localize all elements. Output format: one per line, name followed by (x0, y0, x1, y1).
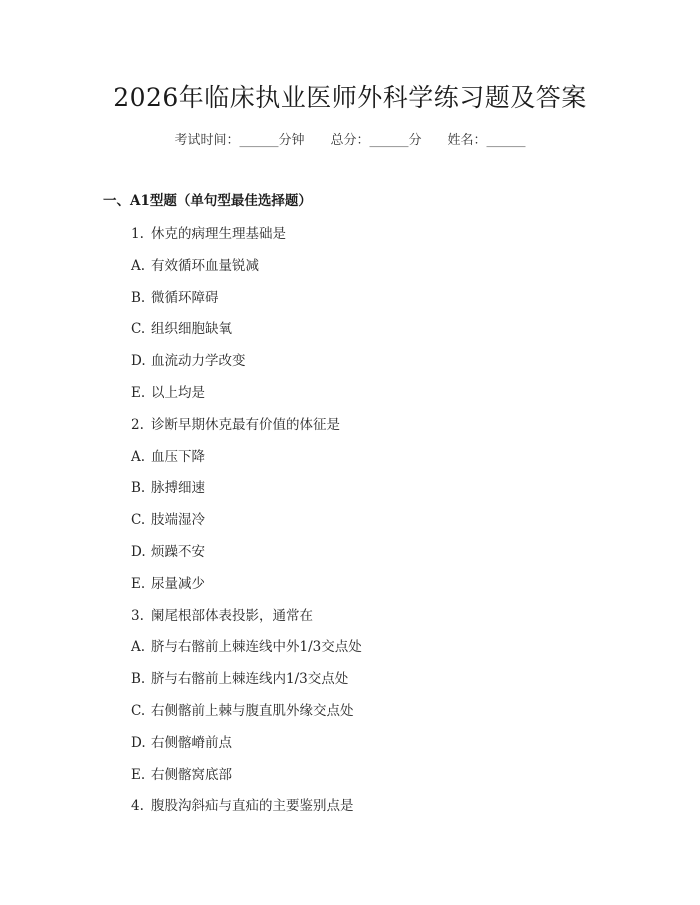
answer-option (131, 574, 651, 606)
option-text: 肢端湿冷 (151, 512, 205, 529)
question-stem (131, 415, 651, 447)
exam-time-field: 考试时间：______分钟 (174, 133, 305, 148)
answer-option (131, 510, 651, 542)
option-letter: D. (131, 543, 146, 560)
answer-option (131, 765, 651, 797)
answer-option (131, 351, 651, 383)
option-text: 右侧髂嵴前点 (151, 734, 232, 751)
answer-option (131, 383, 651, 415)
answer-option (131, 733, 651, 765)
answer-option (131, 478, 651, 510)
option-text: 脐与右髂前上棘连线内1/3交点处 (151, 671, 349, 688)
question-number: 1. (131, 226, 144, 242)
option-letter: C. (131, 321, 146, 338)
answer-option (131, 256, 651, 288)
option-text: 微循环障碍 (151, 289, 219, 306)
option-text: 烦躁不安 (151, 543, 205, 560)
answer-option (131, 447, 651, 479)
question-list (131, 224, 651, 828)
option-text: 以上均是 (151, 384, 205, 401)
total-score-field: 总分：______分 (330, 133, 422, 148)
option-text: 有效循环血量锐减 (151, 257, 259, 274)
option-text: 组织细胞缺氧 (151, 321, 232, 338)
option-letter: A. (131, 448, 146, 465)
answer-option (131, 669, 651, 701)
answer-option (131, 701, 651, 733)
option-letter: D. (131, 734, 146, 751)
option-letter: B. (131, 671, 146, 688)
option-letter: B. (131, 480, 146, 497)
option-letter: E. (131, 575, 146, 592)
document-title: 2026年临床执业医师外科学练习题及答案 (113, 83, 587, 112)
option-letter: C. (131, 702, 146, 719)
option-text: 右侧髂前上棘与腹直肌外缘交点处 (151, 702, 354, 719)
answer-option (131, 288, 651, 320)
option-letter: A. (131, 257, 146, 274)
option-letter: E. (131, 384, 146, 401)
answer-option (131, 542, 651, 574)
answer-option (131, 637, 651, 669)
option-text: 脐与右髂前上棘连线中外1/3交点处 (151, 639, 362, 656)
question-text: 休克的病理生理基础是 (151, 226, 286, 242)
question-number: 2. (131, 416, 144, 433)
question-stem (131, 796, 651, 828)
option-text: 右侧髂窝底部 (151, 766, 232, 783)
option-text: 血流动力学改变 (151, 353, 246, 370)
question-number: 4. (131, 798, 144, 815)
question-text: 腹股沟斜疝与直疝的主要鉴别点是 (151, 798, 354, 815)
option-letter: B. (131, 289, 146, 306)
name-field: 姓名：______ (447, 133, 526, 148)
option-letter: E. (131, 766, 146, 783)
question-stem (131, 606, 651, 638)
exam-meta (0, 131, 700, 151)
option-letter: D. (131, 353, 146, 370)
section-heading: 一、A1型题（单句型最佳选择题） (103, 193, 312, 209)
answer-option (131, 319, 651, 351)
question-text: 诊断早期休克最有价值的体征是 (151, 416, 340, 433)
option-letter: A. (131, 639, 146, 656)
question-number: 3. (131, 607, 144, 624)
question-text: 阑尾根部体表投影，通常在 (151, 607, 313, 624)
question-stem (131, 224, 651, 256)
option-letter: C. (131, 512, 146, 529)
option-text: 血压下降 (151, 448, 205, 465)
option-text: 尿量减少 (151, 575, 205, 592)
option-text: 脉搏细速 (151, 480, 205, 497)
